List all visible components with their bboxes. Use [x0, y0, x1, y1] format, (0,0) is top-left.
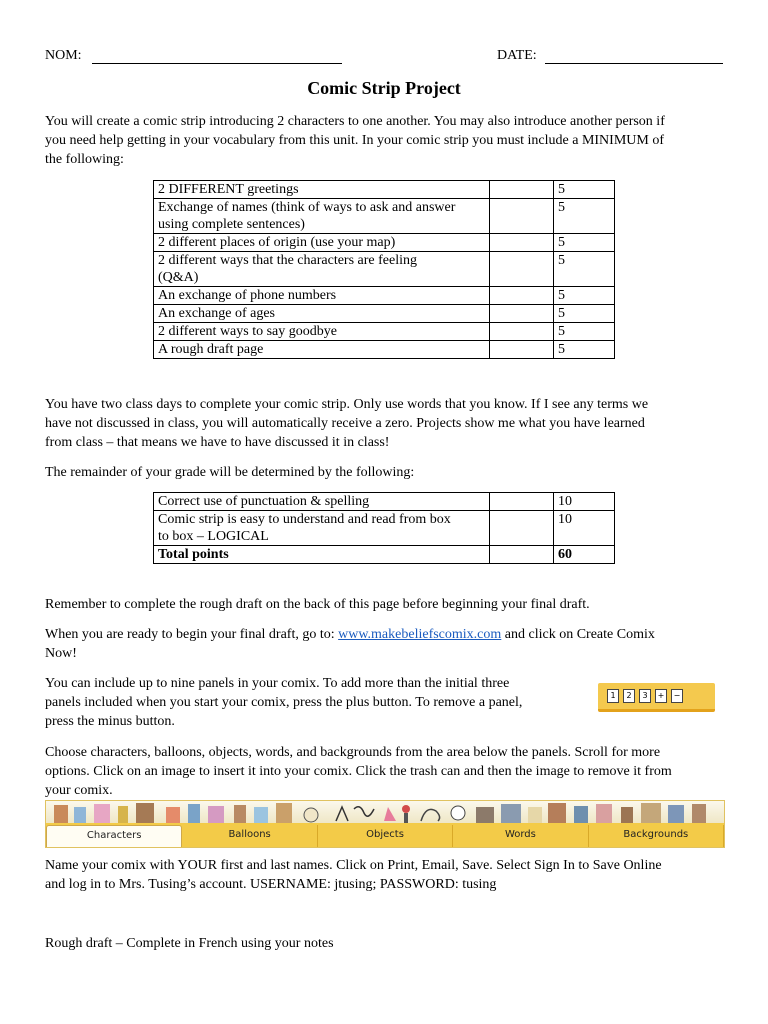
tab-words: Words: [453, 825, 588, 847]
class-days-line: from class – that means we have to have discussed it in class!: [45, 435, 390, 450]
table-row: [154, 511, 615, 546]
points-cell: 5: [554, 234, 615, 252]
final-draft-line: Now!: [45, 646, 77, 661]
points-cell: 5: [554, 287, 615, 305]
nom-blank-line: [92, 63, 342, 64]
tab-balloons: Balloons: [182, 825, 317, 847]
remainder-text: The remainder of your grade will be determined by the following:: [45, 465, 415, 480]
panels-line: press the minus button.: [45, 714, 175, 729]
blank-cell: [490, 252, 554, 287]
plus-button: +: [655, 689, 667, 703]
points-cell: 5: [554, 305, 615, 323]
requirement-cell: 2 different ways that the characters are feeling (Q&A): [154, 252, 490, 287]
grading-table: [153, 492, 615, 564]
points-cell: 5: [554, 252, 615, 287]
requirement-cell: 2 DIFFERENT greetings: [154, 181, 490, 199]
category-tab-row: [46, 823, 724, 847]
table-row: [154, 546, 615, 564]
blank-cell: [490, 341, 554, 359]
blank-cell: [490, 305, 554, 323]
final-draft-paragraph: [45, 625, 725, 663]
requirement-cell: A rough draft page: [154, 341, 490, 359]
requirement-cell: 2 different ways to say goodbye: [154, 323, 490, 341]
blank-cell: [490, 199, 554, 234]
page-title: Comic Strip Project: [307, 78, 461, 98]
tab-objects: Objects: [318, 825, 453, 847]
blank-cell: [490, 287, 554, 305]
intro-line: the following:: [45, 152, 124, 167]
name-comix-paragraph: [45, 856, 725, 894]
choose-line: options. Click on an image to insert it into your comix. Click the trash can and then the image to remove it from: [45, 764, 672, 779]
class-days-line: You have two class days to complete your comic strip. Only use words that you know. If I see any terms we: [45, 397, 649, 412]
tab-characters: Characters: [46, 825, 182, 847]
panel-1-button: 1: [607, 689, 619, 703]
nom-label: NOM:: [45, 48, 82, 63]
points-cell: 5: [554, 341, 615, 359]
table-row: [154, 493, 615, 511]
class-days-paragraph: [45, 395, 725, 452]
points-cell: 5: [554, 199, 615, 234]
points-cell: 5: [554, 181, 615, 199]
requirement-cell: An exchange of ages: [154, 305, 490, 323]
criterion-cell: Comic strip is easy to understand and read from box to box – LOGICAL: [154, 511, 490, 546]
table-row: [154, 199, 615, 234]
final-draft-line: When you are ready to begin your final draft, go to: www.makebeliefscomix.com and click on Create Comix: [45, 627, 655, 642]
class-days-line: have not discussed in class, you will automatically receive a zero. Projects show me what you have learned: [45, 416, 645, 431]
requirements-table: [153, 180, 615, 359]
blank-cell: [490, 511, 554, 546]
intro-line: you need help getting in your vocabulary from this unit. In your comic strip you must include a MINIMUM of: [45, 133, 665, 148]
name-comix-line: and log in to Mrs. Tusing’s account. USERNAME: jtusing; PASSWORD: tusing: [45, 877, 497, 892]
minus-button: −: [671, 689, 683, 703]
requirement-cell: 2 different places of origin (use your map): [154, 234, 490, 252]
panels-line: You can include up to nine panels in your comix. To add more than the initial three: [45, 676, 510, 691]
table-row: [154, 252, 615, 287]
tab-backgrounds: Backgrounds: [589, 825, 724, 847]
requirement-cell: An exchange of phone numbers: [154, 287, 490, 305]
criterion-cell: Correct use of punctuation & spelling: [154, 493, 490, 511]
table-row: [154, 305, 615, 323]
date-blank-line: [545, 63, 723, 64]
panel-controls-image: [598, 683, 715, 712]
choose-paragraph: [45, 743, 725, 800]
points-cell: 5: [554, 323, 615, 341]
points-cell: 10: [554, 511, 615, 546]
intro-line: You will create a comic strip introducing 2 characters to one another. You may also introduce another person if: [45, 114, 665, 129]
panels-line: panels included when you start your comix, press the plus button. To remove a panel,: [45, 695, 523, 710]
comix-category-bar-image: [45, 800, 725, 848]
makebeliefscomix-link[interactable]: www.makebeliefscomix.com: [338, 627, 502, 642]
table-row: [154, 181, 615, 199]
character-figures-icon: [46, 801, 724, 823]
character-art-strip: [46, 801, 724, 823]
blank-cell: [490, 546, 554, 564]
total-points-cell: 60: [554, 546, 615, 564]
blank-cell: [490, 181, 554, 199]
blank-cell: [490, 234, 554, 252]
blank-cell: [490, 493, 554, 511]
rough-draft-reminder: Remember to complete the rough draft on the back of this page before beginning your final draft.: [45, 597, 590, 612]
panels-paragraph: [45, 674, 585, 731]
date-label: DATE:: [497, 48, 537, 63]
table-row: [154, 234, 615, 252]
choose-line: your comix.: [45, 783, 113, 798]
panel-2-button: 2: [623, 689, 635, 703]
points-cell: 10: [554, 493, 615, 511]
total-label-cell: Total points: [154, 546, 490, 564]
choose-line: Choose characters, balloons, objects, words, and backgrounds from the area below the panels. Scroll for more: [45, 745, 661, 760]
name-comix-line: Name your comix with YOUR first and last names. Click on Print, Email, Save. Select Sign In to Save Online: [45, 858, 662, 873]
table-row: [154, 287, 615, 305]
requirement-cell: Exchange of names (think of ways to ask and answer using complete sentences): [154, 199, 490, 234]
table-row: [154, 341, 615, 359]
intro-paragraph: [45, 112, 725, 169]
panel-3-button: 3: [639, 689, 651, 703]
blank-cell: [490, 323, 554, 341]
rough-draft-heading: Rough draft – Complete in French using your notes: [45, 936, 334, 951]
table-row: [154, 323, 615, 341]
